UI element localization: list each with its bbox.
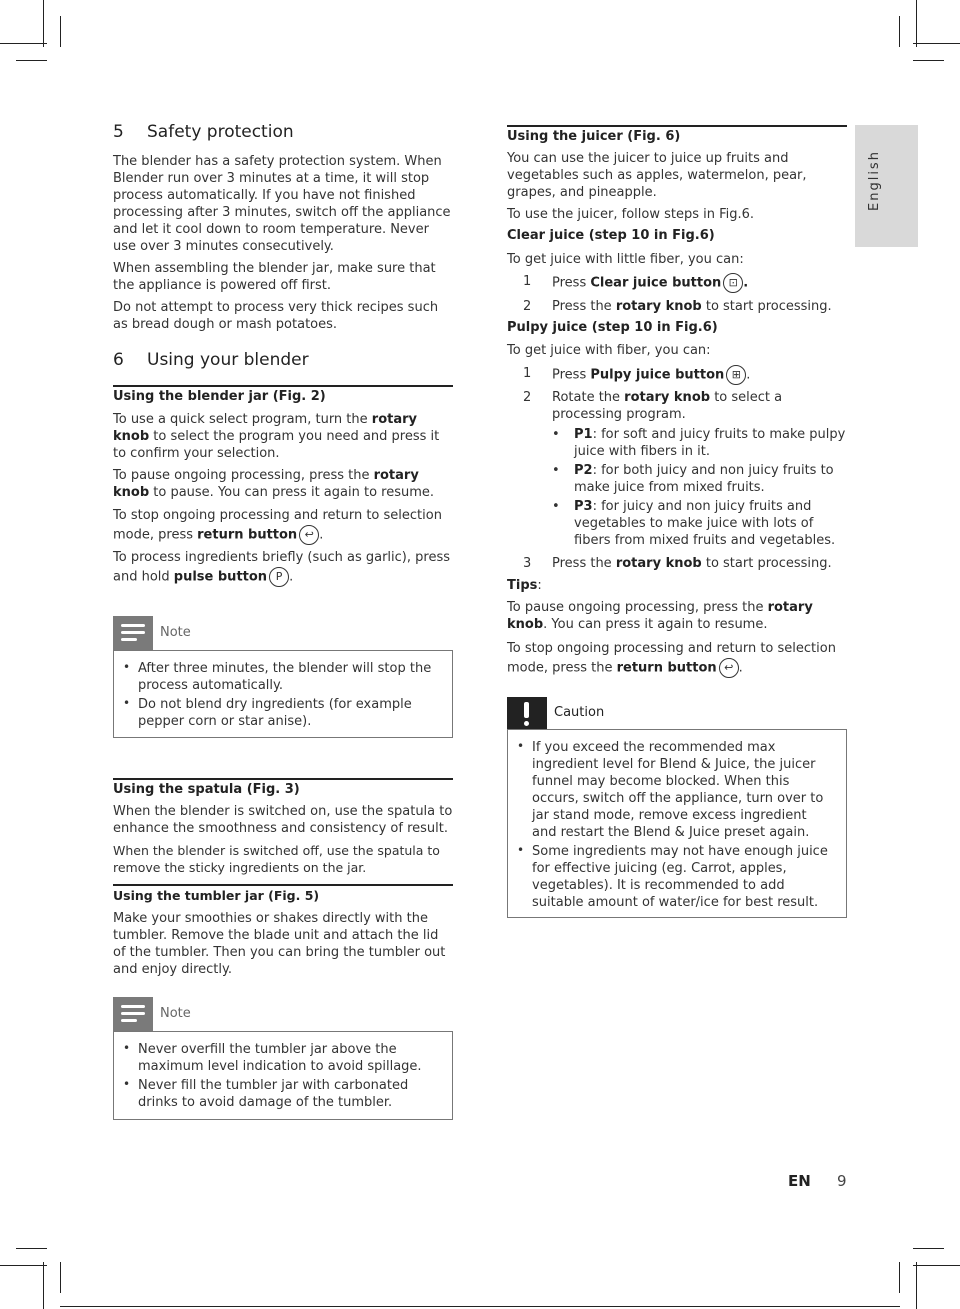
- note-icon: [113, 997, 153, 1031]
- crop-mark: [43, 0, 44, 47]
- bullet: •: [123, 696, 131, 710]
- jar-paragraph-4: To process ingredients briefly (such as garlic), press and hold pulse button P .: [113, 548, 453, 587]
- return-icon: ↩: [299, 525, 319, 545]
- crop-mark: [913, 43, 960, 44]
- bullet: •: [123, 660, 131, 674]
- note-2-label: Note: [160, 1006, 191, 1021]
- crop-mark: [16, 1248, 47, 1249]
- tumbler-heading: Using the tumbler jar (Fig. 5): [113, 884, 453, 903]
- tips-paragraph-2: To stop ongoing processing and return to selection mode, press the return button ↩ .: [507, 639, 847, 678]
- pulpy-juice-intro: To get juice with fiber, you can:: [507, 343, 711, 358]
- pulpy-juice-heading: Pulpy juice (step 10 in Fig.6): [507, 320, 718, 335]
- note-2-header: [113, 997, 453, 1031]
- footer-language-code: EN: [788, 1172, 811, 1190]
- spatula-heading: Using the spatula (Fig. 3): [113, 778, 453, 797]
- bullet: •: [123, 1077, 131, 1091]
- tips-heading: Tips:: [507, 578, 542, 593]
- juicer-paragraph-2: To use the juicer, follow steps in Fig.6.: [507, 207, 755, 222]
- sec5-paragraph-2: When assembling the blender jar, make sure that the appliance is powered off first.: [113, 261, 436, 293]
- bullet: •: [123, 1041, 131, 1055]
- footer-page-number: 9: [837, 1172, 847, 1190]
- note-1-box: [113, 650, 453, 738]
- crop-mark: [913, 1248, 944, 1249]
- return-icon: ↩: [719, 658, 739, 678]
- caution-icon: [507, 697, 547, 729]
- sec5-paragraph-3: Do not attempt to process very thick recipes such as bread dough or mash potatoes.: [113, 300, 439, 332]
- spatula-paragraph-2: When the blender is switched off, use the spatula to remove the sticky ingredients on the jar.: [113, 843, 440, 875]
- section-6-heading: 6 Using your blender: [113, 350, 309, 370]
- crop-mark: [899, 16, 900, 47]
- language-side-tab: [855, 125, 918, 247]
- crop-mark: [916, 1262, 917, 1309]
- jar-paragraph-3: To stop ongoing processing and return to selection mode, press return button ↩ .: [113, 506, 453, 545]
- crop-mark: [899, 1262, 900, 1293]
- jar-paragraph-1: To use a quick select program, turn the rotary knob to select the program you need and press it to confirm your selection.: [113, 412, 440, 461]
- jar-paragraph-2: To pause ongoing processing, press the rotary knob to pause. You can press it again to resume.: [113, 468, 435, 500]
- caution-item: Some ingredients may not have enough juice for effective juicing (eg. Carrot, apples, vegetables). It is recommended to add suitable amount of water/ice for best result.: [532, 844, 828, 910]
- note-icon: [113, 616, 153, 650]
- caution-header: [507, 697, 847, 731]
- note-2-item: Never overfill the tumbler jar above the maximum level indication to avoid spillage.: [138, 1042, 422, 1074]
- note-1-label: Note: [160, 625, 191, 640]
- spatula-paragraph-1: When the blender is switched on, use the spatula to enhance the smoothness and consistency of result.: [113, 804, 453, 836]
- note-1-item: After three minutes, the blender will stop the process automatically.: [138, 661, 432, 693]
- crop-mark: [0, 43, 47, 44]
- tips-paragraph-1: To pause ongoing processing, press the rotary knob. You can press it again to resume.: [507, 600, 813, 632]
- sec5-paragraph-1: The blender has a safety protection system. When Blender run over 3 minutes at a time, it will stop process automatically. If you have not finished processing after 3 minutes, switch off the appliance and let it cool down to room temperature. Never use over 3 minutes consecutively.: [113, 154, 451, 254]
- crop-mark: [60, 16, 61, 47]
- crop-mark: [916, 0, 917, 47]
- note-1-header: [113, 616, 453, 650]
- crop-mark: [60, 1262, 61, 1293]
- pulpy-juice-icon: ⊞: [726, 365, 746, 385]
- crop-mark: [913, 60, 944, 61]
- clear-juice-heading: Clear juice (step 10 in Fig.6): [507, 228, 715, 243]
- crop-mark: [0, 1265, 47, 1266]
- note-2-box: [113, 1031, 453, 1120]
- clear-juice-icon: ⊡: [723, 273, 743, 293]
- bullet: •: [517, 843, 525, 857]
- bullet: •: [517, 739, 525, 753]
- bottom-trim-line: [60, 1306, 900, 1307]
- section-5-heading: 5 Safety protection: [113, 122, 294, 142]
- note-1-item: Do not blend dry ingredients (for example pepper corn or star anise).: [138, 697, 412, 729]
- caution-item: If you exceed the recommended max ingredient level for Blend & Juice, the juicer funnel may become blocked. When this occurs, switch off the appliance, turn over to jar stand mode, remove excess ingredient and restart the Blend & Juice preset again.: [532, 740, 824, 840]
- caution-box: [507, 729, 847, 918]
- juicer-heading: Using the juicer (Fig. 6): [507, 125, 847, 144]
- crop-mark: [16, 60, 47, 61]
- blender-jar-heading: Using the blender jar (Fig. 2): [113, 385, 453, 404]
- pulse-icon: P: [269, 567, 289, 587]
- caution-label: Caution: [554, 705, 605, 720]
- note-2-item: Never fill the tumbler jar with carbonated drinks to avoid damage of the tumbler.: [138, 1078, 409, 1110]
- tumbler-paragraph: Make your smoothies or shakes directly with the tumbler. Remove the blade unit and attach the lid of the tumbler. Then you can bring the tumbler out and enjoy directly.: [113, 911, 446, 977]
- crop-mark: [913, 1265, 960, 1266]
- crop-mark: [43, 1262, 44, 1309]
- clear-juice-intro: To get juice with little fiber, you can:: [507, 252, 744, 267]
- language-tab-label: English: [867, 150, 882, 211]
- juicer-paragraph-1: You can use the juicer to juice up fruits and vegetables such as apples, watermelon, pear, grapes, and pineapple.: [507, 151, 807, 200]
